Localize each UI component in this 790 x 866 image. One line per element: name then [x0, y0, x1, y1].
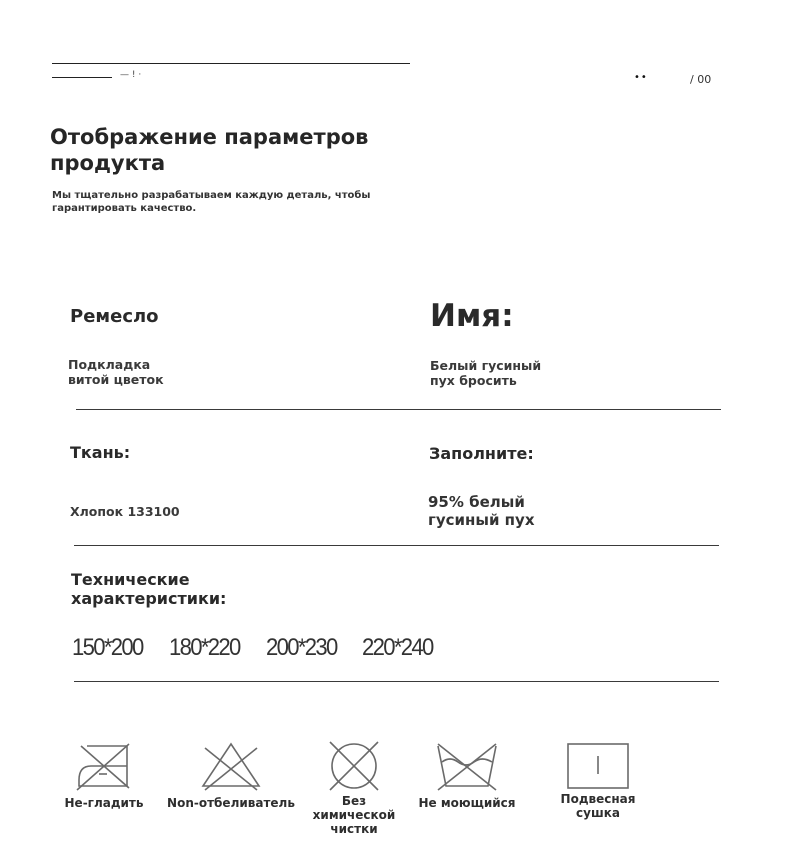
line-dry-icon — [566, 742, 630, 790]
size-option: 180*220 — [168, 634, 240, 661]
page-title: Отображение параметров продукта — [50, 125, 369, 175]
size-list — [72, 634, 439, 662]
care-label: Non-отбеливатель — [167, 796, 295, 810]
care-item-no-bleach — [163, 740, 299, 810]
size-option: 200*230 — [265, 634, 337, 661]
size-option: 150*200 — [72, 634, 143, 661]
fabric-label: Ткань: — [70, 443, 131, 462]
care-label: Не моющийся — [418, 796, 516, 810]
craft-value: Подкладка витой цветок — [68, 357, 164, 387]
page-subtitle: Мы тщательно разрабатываем каждую деталь, чтобы гарантировать качество. — [52, 190, 371, 214]
care-item-no-wash — [414, 740, 520, 810]
name-label: Имя: — [430, 298, 514, 334]
care-item-no-iron — [62, 740, 146, 810]
care-item-line-dry — [556, 742, 640, 820]
page-number: / 00 — [690, 73, 712, 86]
header-rule — [52, 63, 410, 64]
fabric-value: Хлопок 133100 — [70, 504, 180, 519]
divider — [76, 409, 721, 410]
size-option: 220*240 — [362, 634, 434, 661]
fill-value: 95% белый гусиный пух — [428, 493, 535, 529]
tech-specs-label: Технические характеристики: — [71, 570, 227, 608]
care-label: Без химической чистки — [312, 794, 396, 836]
no-iron-icon — [73, 740, 135, 792]
no-bleach-icon — [199, 740, 263, 792]
no-dry-clean-icon — [322, 740, 386, 792]
header-dots: •• — [634, 72, 648, 83]
no-wash-icon — [434, 740, 500, 792]
divider — [74, 681, 719, 682]
care-label: Подвесная сушка — [560, 792, 636, 820]
fill-label: Заполните: — [429, 444, 534, 463]
care-label: Не-гладить — [64, 796, 144, 810]
divider — [74, 545, 719, 546]
name-value: Белый гусиный пух бросить — [430, 358, 542, 388]
header-mark: — ! · — [120, 70, 142, 80]
craft-label: Ремесло — [70, 306, 159, 327]
care-item-no-dry-clean — [308, 740, 400, 836]
header-short-rule — [52, 77, 112, 78]
